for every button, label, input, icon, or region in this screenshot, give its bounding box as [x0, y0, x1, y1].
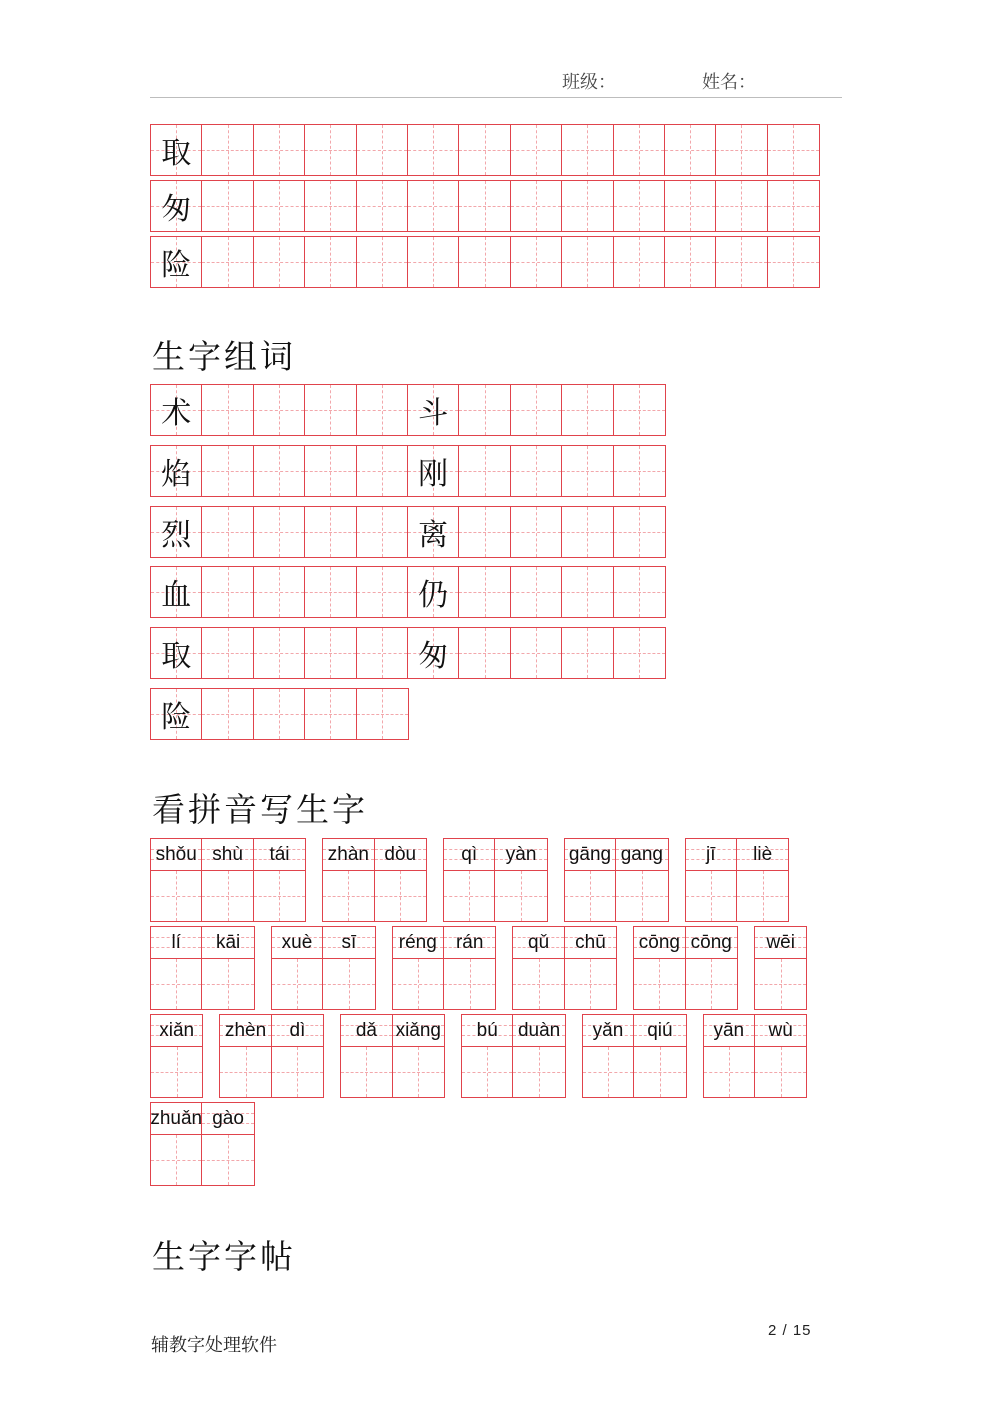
grid-cell: [357, 446, 408, 496]
grid-cell: [254, 567, 305, 617]
writing-cell: [323, 871, 373, 921]
grid-cell: [151, 507, 202, 557]
pinyin-cell: [462, 1015, 512, 1047]
grid-cell: [305, 446, 356, 496]
pinyin-syllable: qiú: [647, 1019, 673, 1041]
pinyin-group: [633, 926, 738, 1010]
pinyin-cell: [755, 1015, 806, 1047]
pinyin-group: [443, 838, 548, 922]
grid-cell: [408, 181, 459, 231]
pinyin-syllable: wù: [768, 1019, 793, 1041]
pinyin-group: [564, 838, 669, 922]
pinyin-cell: [444, 927, 495, 959]
pinyin-syllable: cōng: [638, 931, 680, 953]
pinyin-cell: [583, 1015, 633, 1047]
writing-cell: [202, 1135, 253, 1185]
section-title-word-forming: 生字组词: [152, 337, 296, 376]
pinyin-syllable: duàn: [517, 1019, 561, 1041]
grid-cell: [202, 689, 253, 739]
grid-cell: [511, 181, 562, 231]
grid-cell: [408, 125, 459, 175]
pinyin-cell: [737, 839, 788, 871]
pinyin-syllable: chū: [575, 931, 606, 953]
pinyin-syllable: xiǎng: [395, 1019, 441, 1041]
pinyin-cell: [254, 839, 305, 871]
pinyin-syllable: jī: [706, 843, 716, 865]
grid-cell: [614, 507, 665, 557]
writing-cell: [375, 871, 426, 921]
pinyin-cell: [686, 927, 737, 959]
grid-cell: [614, 628, 665, 678]
grid-cell: [254, 181, 305, 231]
writing-cell: [151, 1135, 201, 1185]
writing-cell: [202, 871, 252, 921]
grid-cell: [459, 446, 510, 496]
grid-cell: [511, 567, 562, 617]
grid-cell: [562, 181, 613, 231]
pinyin-syllable: cōng: [690, 931, 732, 953]
grid-cell: [151, 689, 202, 739]
character: 取: [161, 136, 192, 171]
grid-cell: [768, 237, 819, 287]
grid-cell: [202, 237, 253, 287]
grid-cell: [459, 567, 510, 617]
grid-cell: [614, 237, 665, 287]
writing-cell: [737, 871, 788, 921]
pinyin-syllable: dòu: [384, 843, 417, 865]
grid-cell: [716, 237, 767, 287]
pinyin-syllable: gang: [620, 843, 664, 865]
grid-cell: [459, 125, 510, 175]
pinyin-group: [150, 1102, 255, 1186]
grid-cell: [614, 385, 665, 435]
grid-cell: [459, 181, 510, 231]
pinyin-cell: [272, 927, 322, 959]
writing-cell: [151, 871, 201, 921]
grid-cell: [305, 237, 356, 287]
grid-cell: [357, 628, 408, 678]
writing-cell: [634, 959, 684, 1009]
pinyin-cell: [444, 839, 494, 871]
writing-cell: [513, 1047, 564, 1097]
grid-cell: [151, 181, 202, 231]
writing-cell: [151, 959, 201, 1009]
grid-cell: [408, 567, 459, 617]
grid-cell: [511, 385, 562, 435]
grid-cell: [202, 125, 253, 175]
writing-cell: [323, 959, 374, 1009]
pinyin-syllable: shǒu: [155, 843, 197, 865]
grid-cell: [614, 567, 665, 617]
writing-cell: [583, 1047, 633, 1097]
pinyin-group: [150, 1014, 203, 1098]
pinyin-syllable: gāng: [568, 843, 612, 865]
grid-cell: [716, 125, 767, 175]
character: 刚: [418, 456, 449, 492]
grid-cell: [459, 628, 510, 678]
grid-row: [150, 627, 666, 679]
pinyin-group: [219, 1014, 324, 1098]
writing-cell: [686, 871, 736, 921]
grid-cell: [202, 567, 253, 617]
pinyin-cell: [151, 1103, 201, 1135]
grid-cell: [305, 125, 356, 175]
grid-cell: [151, 385, 202, 435]
pinyin-syllable: sī: [341, 931, 357, 953]
writing-cell: [254, 871, 305, 921]
grid-cell: [665, 181, 716, 231]
grid-cell: [305, 628, 356, 678]
pinyin-syllable: gào: [212, 1107, 244, 1129]
writing-cell: [202, 959, 253, 1009]
character: 取: [161, 639, 192, 675]
pinyin-syllable: réng: [398, 931, 437, 953]
grid-cell: [511, 125, 562, 175]
pinyin-cell: [565, 927, 616, 959]
grid-cell: [357, 181, 408, 231]
grid-cell: [254, 385, 305, 435]
pinyin-cell: [151, 839, 201, 871]
grid-cell: [562, 385, 613, 435]
grid-cell: [202, 446, 253, 496]
grid-cell: [357, 689, 408, 739]
writing-cell: [444, 871, 494, 921]
pinyin-group: [322, 838, 427, 922]
grid-cell: [202, 507, 253, 557]
pinyin-group: [271, 926, 376, 1010]
grid-cell: [254, 125, 305, 175]
grid-cell: [408, 237, 459, 287]
page-header: [150, 66, 842, 98]
pinyin-syllable: yàn: [505, 843, 537, 865]
pinyin-cell: [220, 1015, 270, 1047]
pinyin-syllable: shù: [212, 843, 243, 865]
grid-cell: [562, 628, 613, 678]
pinyin-group: [582, 1014, 687, 1098]
pinyin-cell: [634, 927, 684, 959]
grid-cell: [151, 446, 202, 496]
grid-row: [150, 688, 409, 740]
writing-cell: [755, 1047, 806, 1097]
grid-cell: [357, 237, 408, 287]
character: 匆: [161, 192, 192, 227]
grid-cell: [254, 689, 305, 739]
grid-cell: [151, 237, 202, 287]
pinyin-group: [703, 1014, 808, 1098]
grid-cell: [562, 567, 613, 617]
pinyin-syllable: qǔ: [528, 931, 550, 953]
writing-cell: [393, 959, 443, 1009]
writing-cell: [565, 871, 615, 921]
pinyin-syllable: kāi: [215, 931, 241, 953]
writing-cell: [616, 871, 667, 921]
pinyin-cell: [513, 1015, 564, 1047]
grid-cell: [768, 125, 819, 175]
grid-cell: [254, 446, 305, 496]
pinyin-syllable: wēi: [766, 931, 795, 953]
pinyin-syllable: lí: [171, 931, 181, 953]
grid-row: [150, 384, 666, 436]
pinyin-cell: [202, 927, 253, 959]
pinyin-cell: [634, 1015, 685, 1047]
pinyin-cell: [704, 1015, 754, 1047]
grid-cell: [305, 181, 356, 231]
character: 焰: [161, 456, 192, 492]
section-title-copybook: 生字字帖: [152, 1237, 296, 1276]
pinyin-syllable: bú: [476, 1019, 498, 1041]
page-number: 2 / 15: [768, 1322, 812, 1339]
pinyin-syllable: xuè: [281, 931, 313, 953]
grid-cell: [511, 507, 562, 557]
pinyin-cell: [393, 927, 443, 959]
grid-cell: [408, 507, 459, 557]
class-label: 班级：: [562, 72, 616, 93]
grid-row: [150, 180, 820, 232]
grid-cell: [357, 567, 408, 617]
writing-cell: [393, 1047, 444, 1097]
pinyin-syllable: qì: [461, 843, 478, 865]
pinyin-syllable: rán: [455, 931, 484, 953]
character: 斗: [418, 396, 449, 431]
writing-cell: [495, 871, 546, 921]
character: 烈: [161, 517, 192, 553]
pinyin-group: [512, 926, 617, 1010]
pinyin-cell: [272, 1015, 323, 1047]
pinyin-syllable: tái: [269, 843, 290, 865]
grid-cell: [408, 385, 459, 435]
pinyin-group: [150, 926, 255, 1010]
writing-cell: [272, 959, 322, 1009]
grid-cell: [511, 446, 562, 496]
pinyin-group: [340, 1014, 445, 1098]
writing-cell: [634, 1047, 685, 1097]
pinyin-syllable: zhàn: [327, 843, 369, 865]
pinyin-cell: [565, 839, 615, 871]
pinyin-cell: [495, 839, 546, 871]
grid-cell: [562, 507, 613, 557]
grid-cell: [151, 125, 202, 175]
grid-cell: [408, 628, 459, 678]
grid-cell: [202, 385, 253, 435]
grid-row: [150, 506, 666, 558]
pinyin-cell: [202, 1103, 253, 1135]
pinyin-syllable: yān: [713, 1019, 745, 1041]
grid-cell: [459, 237, 510, 287]
character: 险: [161, 700, 192, 735]
pinyin-cell: [375, 839, 426, 871]
grid-cell: [357, 507, 408, 557]
pinyin-syllable: zhèn: [224, 1019, 267, 1041]
pinyin-group: [392, 926, 497, 1010]
grid-cell: [562, 446, 613, 496]
pinyin-group: [754, 926, 807, 1010]
writing-cell: [220, 1047, 270, 1097]
grid-cell: [459, 385, 510, 435]
writing-cell: [444, 959, 495, 1009]
grid-cell: [614, 446, 665, 496]
grid-cell: [511, 237, 562, 287]
writing-cell: [686, 959, 737, 1009]
pinyin-cell: [393, 1015, 444, 1047]
pinyin-cell: [323, 927, 374, 959]
writing-cell: [513, 959, 563, 1009]
grid-cell: [254, 237, 305, 287]
character: 险: [161, 248, 192, 283]
grid-cell: [254, 507, 305, 557]
writing-cell: [462, 1047, 512, 1097]
character: 匆: [418, 639, 449, 675]
grid-cell: [305, 507, 356, 557]
grid-cell: [408, 446, 459, 496]
grid-cell: [665, 125, 716, 175]
pinyin-syllable: zhuǎn: [150, 1107, 203, 1129]
pinyin-cell: [202, 839, 252, 871]
name-label: 姓名：: [702, 72, 756, 93]
grid-cell: [357, 385, 408, 435]
character: 离: [418, 517, 449, 553]
pinyin-syllable: dì: [289, 1019, 306, 1041]
grid-cell: [305, 385, 356, 435]
grid-cell: [357, 125, 408, 175]
pinyin-syllable: yǎn: [592, 1019, 624, 1041]
pinyin-syllable: liè: [753, 843, 773, 865]
grid-cell: [305, 567, 356, 617]
grid-cell: [254, 628, 305, 678]
pinyin-group: [461, 1014, 566, 1098]
pinyin-cell: [755, 927, 806, 959]
section-title-pinyin-writing: 看拼音写生字: [152, 790, 368, 829]
grid-row: [150, 566, 666, 618]
writing-cell: [755, 959, 806, 1009]
pinyin-cell: [341, 1015, 391, 1047]
grid-cell: [562, 125, 613, 175]
pinyin-syllable: dǎ: [355, 1019, 377, 1041]
pinyin-cell: [323, 839, 373, 871]
writing-cell: [341, 1047, 391, 1097]
pinyin-cell: [686, 839, 736, 871]
character: 仍: [418, 578, 449, 614]
pinyin-cell: [616, 839, 667, 871]
grid-cell: [614, 181, 665, 231]
grid-row: [150, 236, 820, 288]
grid-cell: [202, 181, 253, 231]
grid-cell: [716, 181, 767, 231]
grid-cell: [511, 628, 562, 678]
grid-cell: [562, 237, 613, 287]
pinyin-cell: [151, 927, 201, 959]
grid-cell: [151, 567, 202, 617]
footer-software-name: 辅教字处理软件: [151, 1335, 277, 1356]
character: 血: [161, 578, 192, 614]
grid-cell: [151, 628, 202, 678]
grid-cell: [665, 237, 716, 287]
pinyin-cell: [151, 1015, 202, 1047]
grid-cell: [768, 181, 819, 231]
pinyin-group: [685, 838, 790, 922]
grid-row: [150, 445, 666, 497]
pinyin-group: [150, 838, 306, 922]
writing-cell: [704, 1047, 754, 1097]
character: 术: [161, 396, 192, 431]
writing-cell: [565, 959, 616, 1009]
grid-cell: [305, 689, 356, 739]
grid-cell: [614, 125, 665, 175]
writing-cell: [151, 1047, 202, 1097]
pinyin-cell: [513, 927, 563, 959]
grid-row: [150, 124, 820, 176]
writing-cell: [272, 1047, 323, 1097]
grid-cell: [202, 628, 253, 678]
grid-cell: [459, 507, 510, 557]
pinyin-syllable: xiǎn: [159, 1019, 195, 1041]
